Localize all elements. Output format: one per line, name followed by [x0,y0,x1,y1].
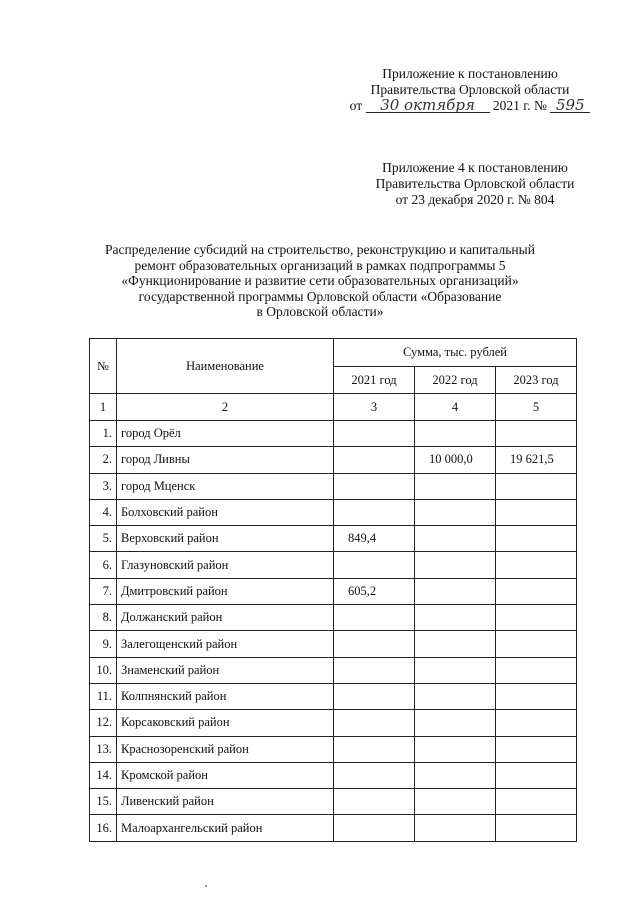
row-value-2023 [496,736,577,762]
row-value-2023 [496,657,577,683]
header-name: Наименование [117,339,334,394]
title-line: в Орловской области» [256,304,384,320]
row-value-2021 [334,657,415,683]
annex-4-line-3: от 23 декабря 2020 г. № 804 [395,192,555,207]
annex-line-2: Правительства Орловской области [370,82,570,97]
row-value-2022 [415,736,496,762]
column-number: 2 [117,394,334,421]
row-number: 2. [90,447,117,473]
row-name: Знаменский район [117,657,334,683]
annex-4-heading [330,160,620,208]
row-name: Болховский район [117,499,334,525]
row-value-2022 [415,762,496,788]
row-number: 13. [90,736,117,762]
table-row [90,789,577,815]
row-value-2022 [415,605,496,631]
table-row [90,473,577,499]
row-number: 16. [90,815,117,841]
row-name: Кромской район [117,762,334,788]
row-number: 11. [90,683,117,709]
row-name: Ливенский район [117,789,334,815]
row-value-2023 [496,710,577,736]
table-row [90,762,577,788]
row-value-2021 [334,631,415,657]
row-number: 5. [90,526,117,552]
row-value-2021 [334,473,415,499]
row-value-2022 [415,526,496,552]
row-value-2023 [496,473,577,499]
handwritten-date: 30 октября [366,98,490,113]
row-number: 9. [90,631,117,657]
row-value-2022: 10 000,0 [415,447,496,473]
row-value-2022 [415,578,496,604]
table-row [90,499,577,525]
row-name: Малоархангельский район [117,815,334,841]
row-value-2021: 605,2 [334,578,415,604]
row-number: 8. [90,605,117,631]
row-value-2022 [415,683,496,709]
row-value-2023 [496,789,577,815]
table-row [90,578,577,604]
table-row [90,552,577,578]
row-value-2022 [415,710,496,736]
annex-4-line-2: Правительства Орловской области [375,176,575,191]
header-year-2023: 2023 год [496,367,577,394]
row-number: 4. [90,499,117,525]
row-number: 1. [90,421,117,447]
row-value-2021 [334,710,415,736]
row-value-2023 [496,552,577,578]
row-name: город Мценск [117,473,334,499]
row-value-2021 [334,683,415,709]
scan-speck [205,885,207,887]
row-value-2021: 849,4 [334,526,415,552]
title-line: Распределение субсидий на строительство, реконструкцию и капитальный [105,242,535,257]
row-value-2023 [496,526,577,552]
row-number: 15. [90,789,117,815]
column-number-row [90,394,577,421]
handwritten-number: 595 [550,98,590,113]
row-value-2023 [496,815,577,841]
row-value-2023 [496,421,577,447]
table-body [90,421,577,842]
row-value-2022 [415,815,496,841]
table-row [90,657,577,683]
row-name: Должанский район [117,605,334,631]
annex-heading [330,66,610,114]
row-value-2022 [415,552,496,578]
row-number: 14. [90,762,117,788]
table-row [90,683,577,709]
row-value-2022 [415,657,496,683]
table-row [90,815,577,841]
row-name: Колпнянский район [117,683,334,709]
row-name: город Орёл [117,421,334,447]
title-line: ремонт образовательных организаций в рамках подпрограммы 5 [134,257,506,273]
column-number: 5 [496,394,577,421]
header-year-2022: 2022 год [415,367,496,394]
row-value-2022 [415,499,496,525]
row-value-2022 [415,421,496,447]
row-value-2021 [334,736,415,762]
row-number: 10. [90,657,117,683]
row-value-2021 [334,499,415,525]
row-name: Верховский район [117,526,334,552]
row-name: Залегощенский район [117,631,334,657]
annex-4-line-1: Приложение 4 к постановлению [382,160,568,175]
header-number: № [90,339,117,394]
row-value-2021 [334,447,415,473]
header-sum: Сумма, тыс. рублей [334,339,577,367]
row-name: город Ливны [117,447,334,473]
title-line: «Функционирование и развитие сети образовательных организаций» [121,273,519,289]
row-value-2021 [334,552,415,578]
row-value-2023 [496,683,577,709]
row-value-2023: 19 621,5 [496,447,577,473]
row-value-2023 [496,578,577,604]
annex-line-1: Приложение к постановлению [382,66,558,81]
table-row [90,605,577,631]
row-value-2022 [415,473,496,499]
table-row [90,631,577,657]
row-name: Дмитровский район [117,578,334,604]
column-number: 3 [334,394,415,421]
table-row [90,447,577,473]
from-label: от [349,98,363,113]
row-value-2021 [334,762,415,788]
year-number-label: 2021 г. № [492,98,547,113]
row-value-2021 [334,605,415,631]
row-name: Краснозоренский район [117,736,334,762]
table-row [90,526,577,552]
table-row [90,710,577,736]
title-line: государственной программы Орловской области «Образование [138,288,502,304]
row-name: Корсаковский район [117,710,334,736]
column-number: 1 [90,394,117,421]
column-number: 4 [415,394,496,421]
header-year-2021: 2021 год [334,367,415,394]
row-value-2022 [415,631,496,657]
row-value-2023 [496,499,577,525]
row-value-2021 [334,815,415,841]
resolution-date-line [330,98,610,114]
row-value-2023 [496,762,577,788]
row-value-2023 [496,605,577,631]
row-value-2021 [334,421,415,447]
row-value-2021 [334,789,415,815]
table-row [90,421,577,447]
row-number: 12. [90,710,117,736]
row-value-2022 [415,789,496,815]
table-row [90,736,577,762]
row-value-2023 [496,631,577,657]
row-number: 6. [90,552,117,578]
row-number: 7. [90,578,117,604]
row-number: 3. [90,473,117,499]
row-name: Глазуновский район [117,552,334,578]
document-title [80,242,560,320]
subsidy-table [89,338,577,842]
